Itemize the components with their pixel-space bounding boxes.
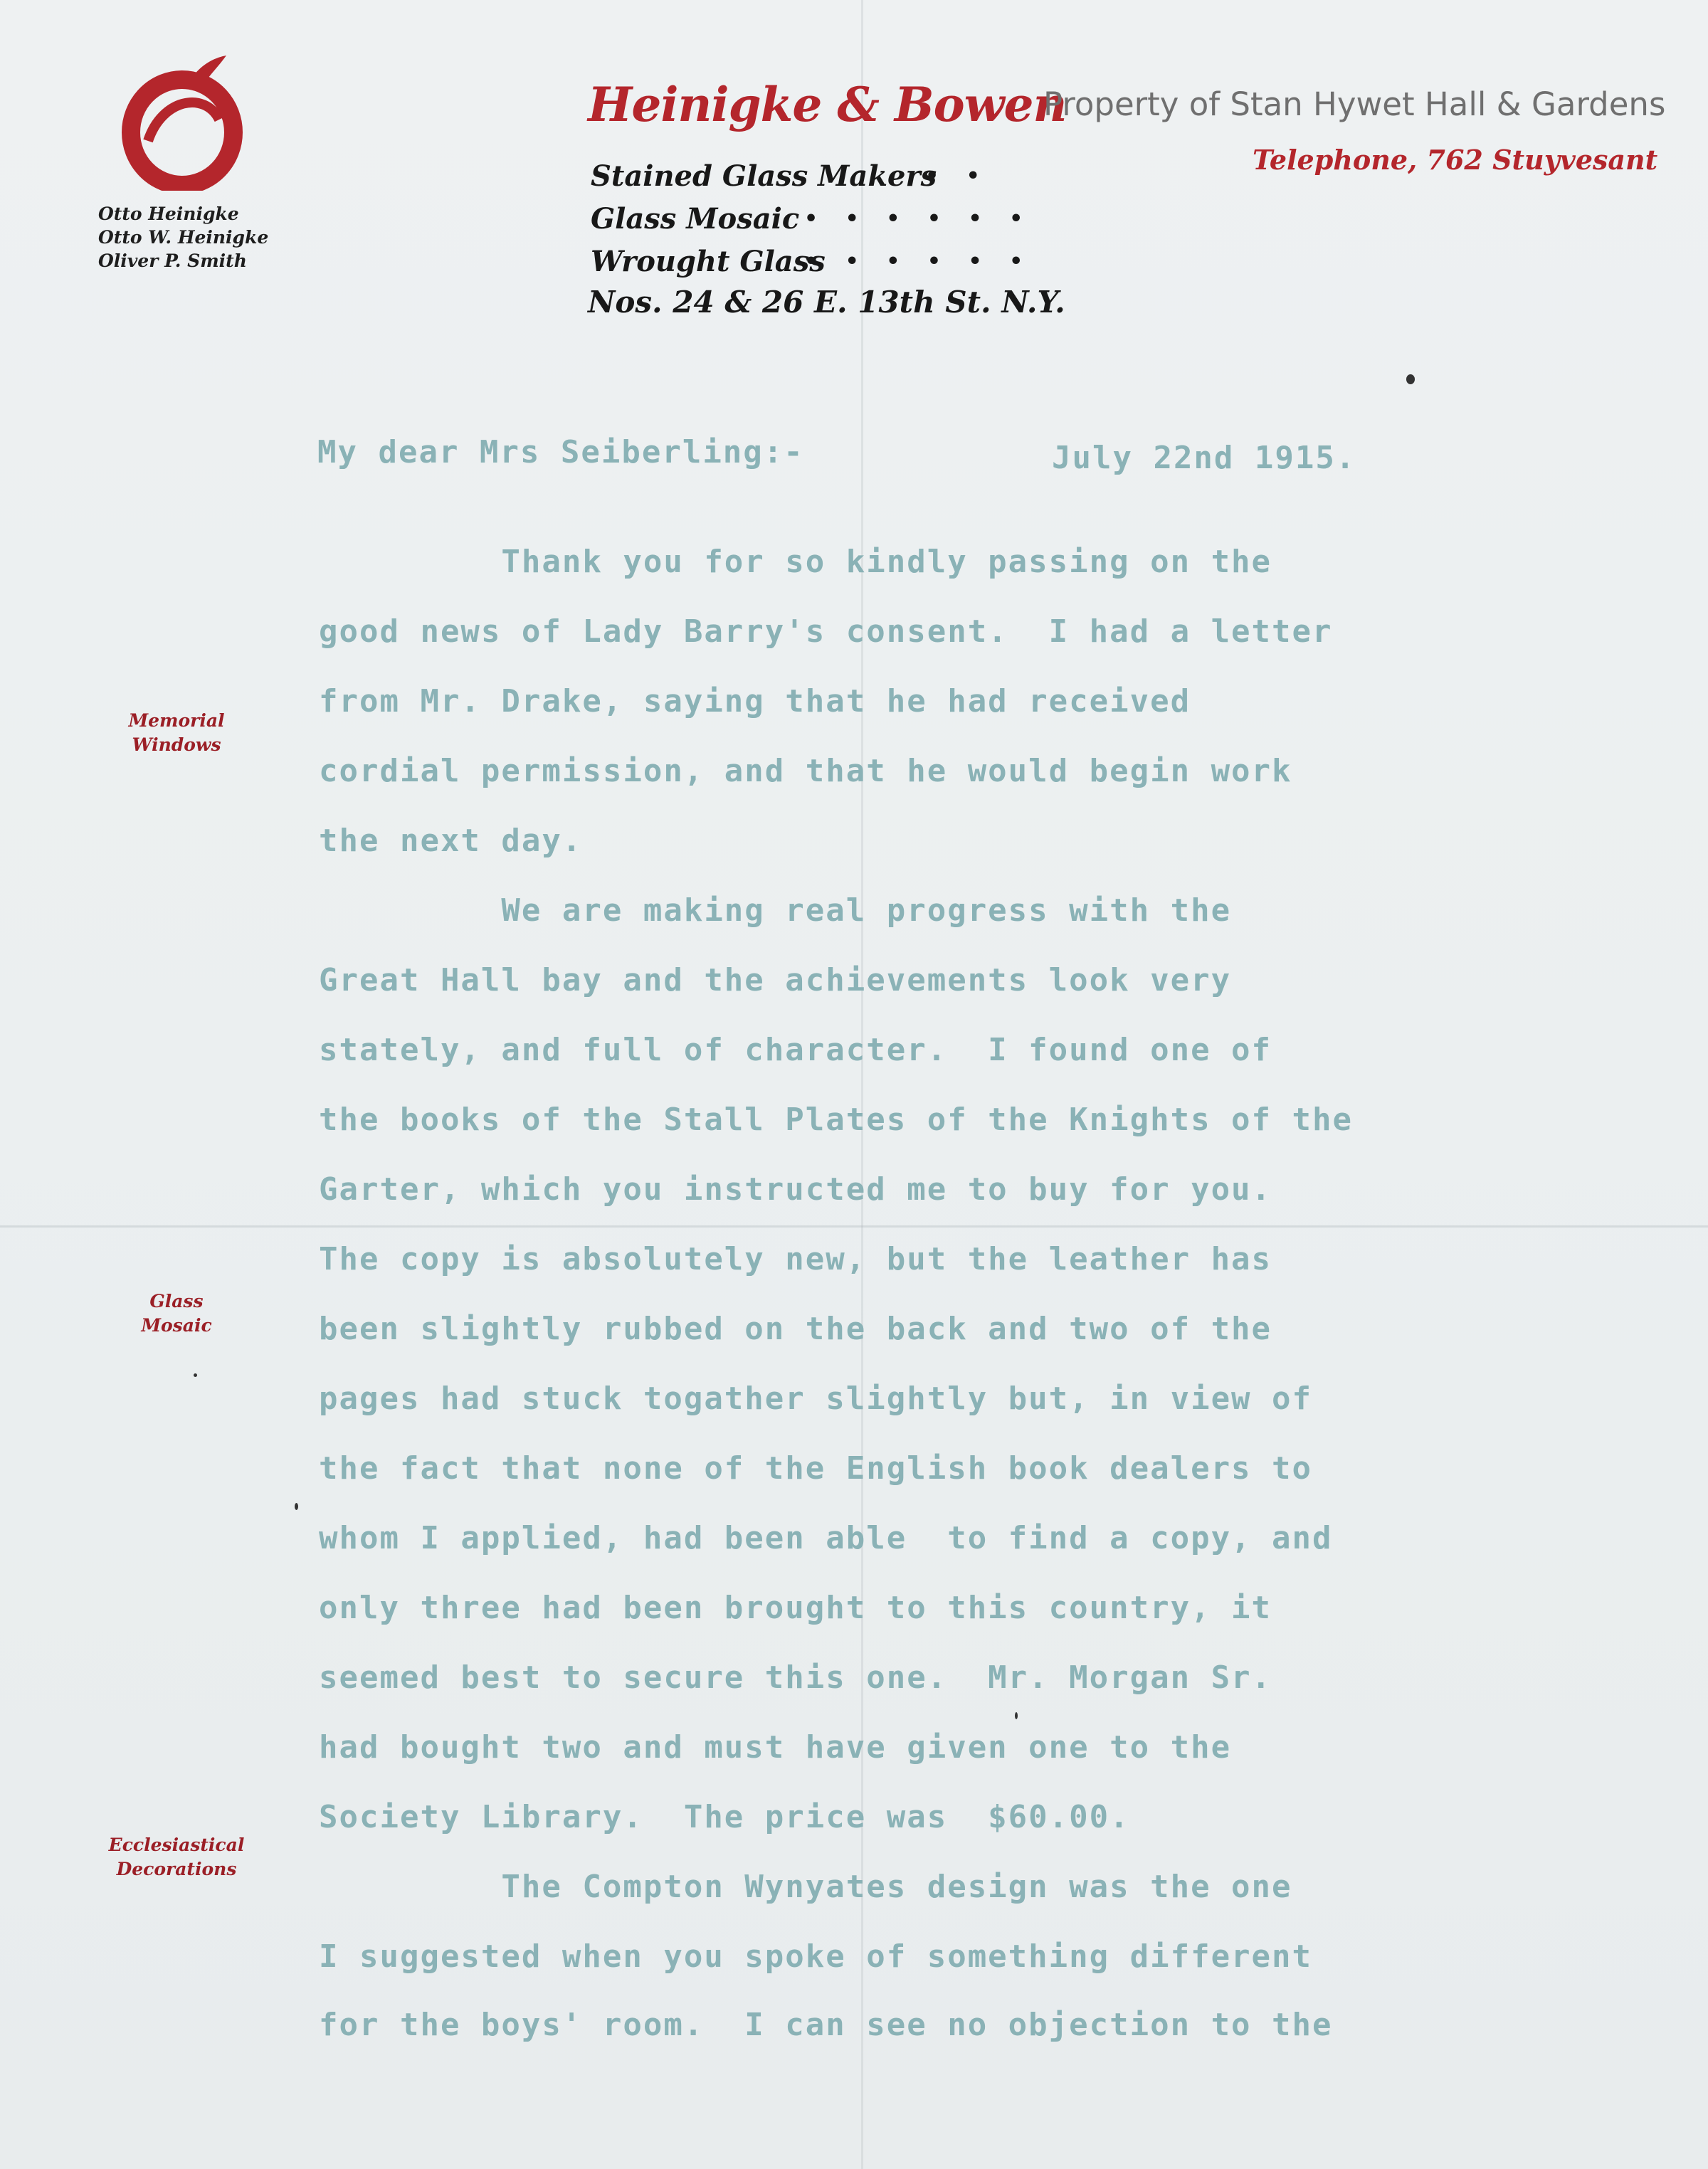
letter-date: July 22nd 1915. <box>1052 440 1356 476</box>
letter-line: only three had been brought to this country, it <box>319 1590 1272 1626</box>
margin-label-line: Ecclesiastical <box>108 1835 245 1855</box>
property-watermark: Property of Stan Hywet Hall & Gardens <box>1043 85 1666 123</box>
service-label: Stained Glass Makers <box>591 159 937 193</box>
letter-line: Society Library. The price was $60.00. <box>319 1799 1130 1835</box>
firm-name: Heinigke & Bowen <box>588 77 1067 132</box>
letter-line: I suggested when you spoke of something different <box>319 1938 1313 1975</box>
letter-line: The copy is absolutely new, but the leather has <box>319 1241 1272 1277</box>
letter-line: been slightly rubbed on the back and two of the <box>319 1311 1272 1347</box>
service-dots: • • <box>925 164 990 189</box>
letter-line: had bought two and must have given one to the <box>319 1729 1232 1766</box>
letter-line: from Mr. Drake, saying that he had received <box>319 683 1191 719</box>
letter-line: seemed best to secure this one. Mr. Morgan Sr. <box>319 1659 1272 1696</box>
letter-line: The Compton Wynyates design was the one <box>319 1869 1292 1905</box>
margin-label-line: Memorial <box>128 710 225 731</box>
letter-line: cordial permission, and that he would begin work <box>319 753 1292 789</box>
letter-line: the next day. <box>319 823 583 859</box>
letter-line: the fact that none of the English book dealers to <box>319 1450 1313 1487</box>
letter-line: Thank you for so kindly passing on the <box>319 544 1272 580</box>
letter-line: for the boys' room. I can see no objection to the <box>319 2007 1333 2043</box>
service-dots: • • • • • • <box>804 206 1033 231</box>
margin-label-line: Mosaic <box>141 1315 212 1336</box>
margin-label-line: Windows <box>132 734 221 755</box>
paper-speck <box>295 1503 298 1510</box>
letter-line: Great Hall bay and the achievements look very <box>319 962 1232 998</box>
partner-name: Oliver P. Smith <box>98 250 247 271</box>
salutation: My dear Mrs Seiberling:- <box>317 434 804 470</box>
paper-speck <box>1406 374 1415 384</box>
service-dots: • • • • • • <box>804 249 1033 274</box>
partner-name: Otto W. Heinigke <box>98 227 269 248</box>
service-label: Glass Mosaic <box>591 202 800 236</box>
letter-line: Garter, which you instructed me to buy for you. <box>319 1171 1272 1208</box>
firm-address: Nos. 24 & 26 E. 13th St. N.Y. <box>588 285 1065 320</box>
paper-speck <box>194 1373 197 1377</box>
margin-label-line: Glass <box>149 1291 204 1312</box>
letter-line: the books of the Stall Plates of the Knights of the <box>319 1102 1354 1138</box>
letter-line: whom I applied, had been able to find a copy, and <box>319 1520 1333 1556</box>
letter-line: We are making real progress with the <box>319 892 1232 929</box>
letter-line: good news of Lady Barry's consent. I had a letter <box>319 613 1333 650</box>
letter-line: stately, and full of character. I found one of <box>319 1032 1272 1068</box>
paper-speck <box>1015 1712 1018 1719</box>
letter-line: pages had stuck togather slightly but, in view of <box>319 1381 1313 1417</box>
service-label: Wrought Glass <box>591 245 826 278</box>
partner-name: Otto Heinigke <box>98 204 239 224</box>
firm-telephone: Telephone, 762 Stuyvesant <box>1253 144 1658 176</box>
margin-label-line: Decorations <box>116 1859 237 1879</box>
